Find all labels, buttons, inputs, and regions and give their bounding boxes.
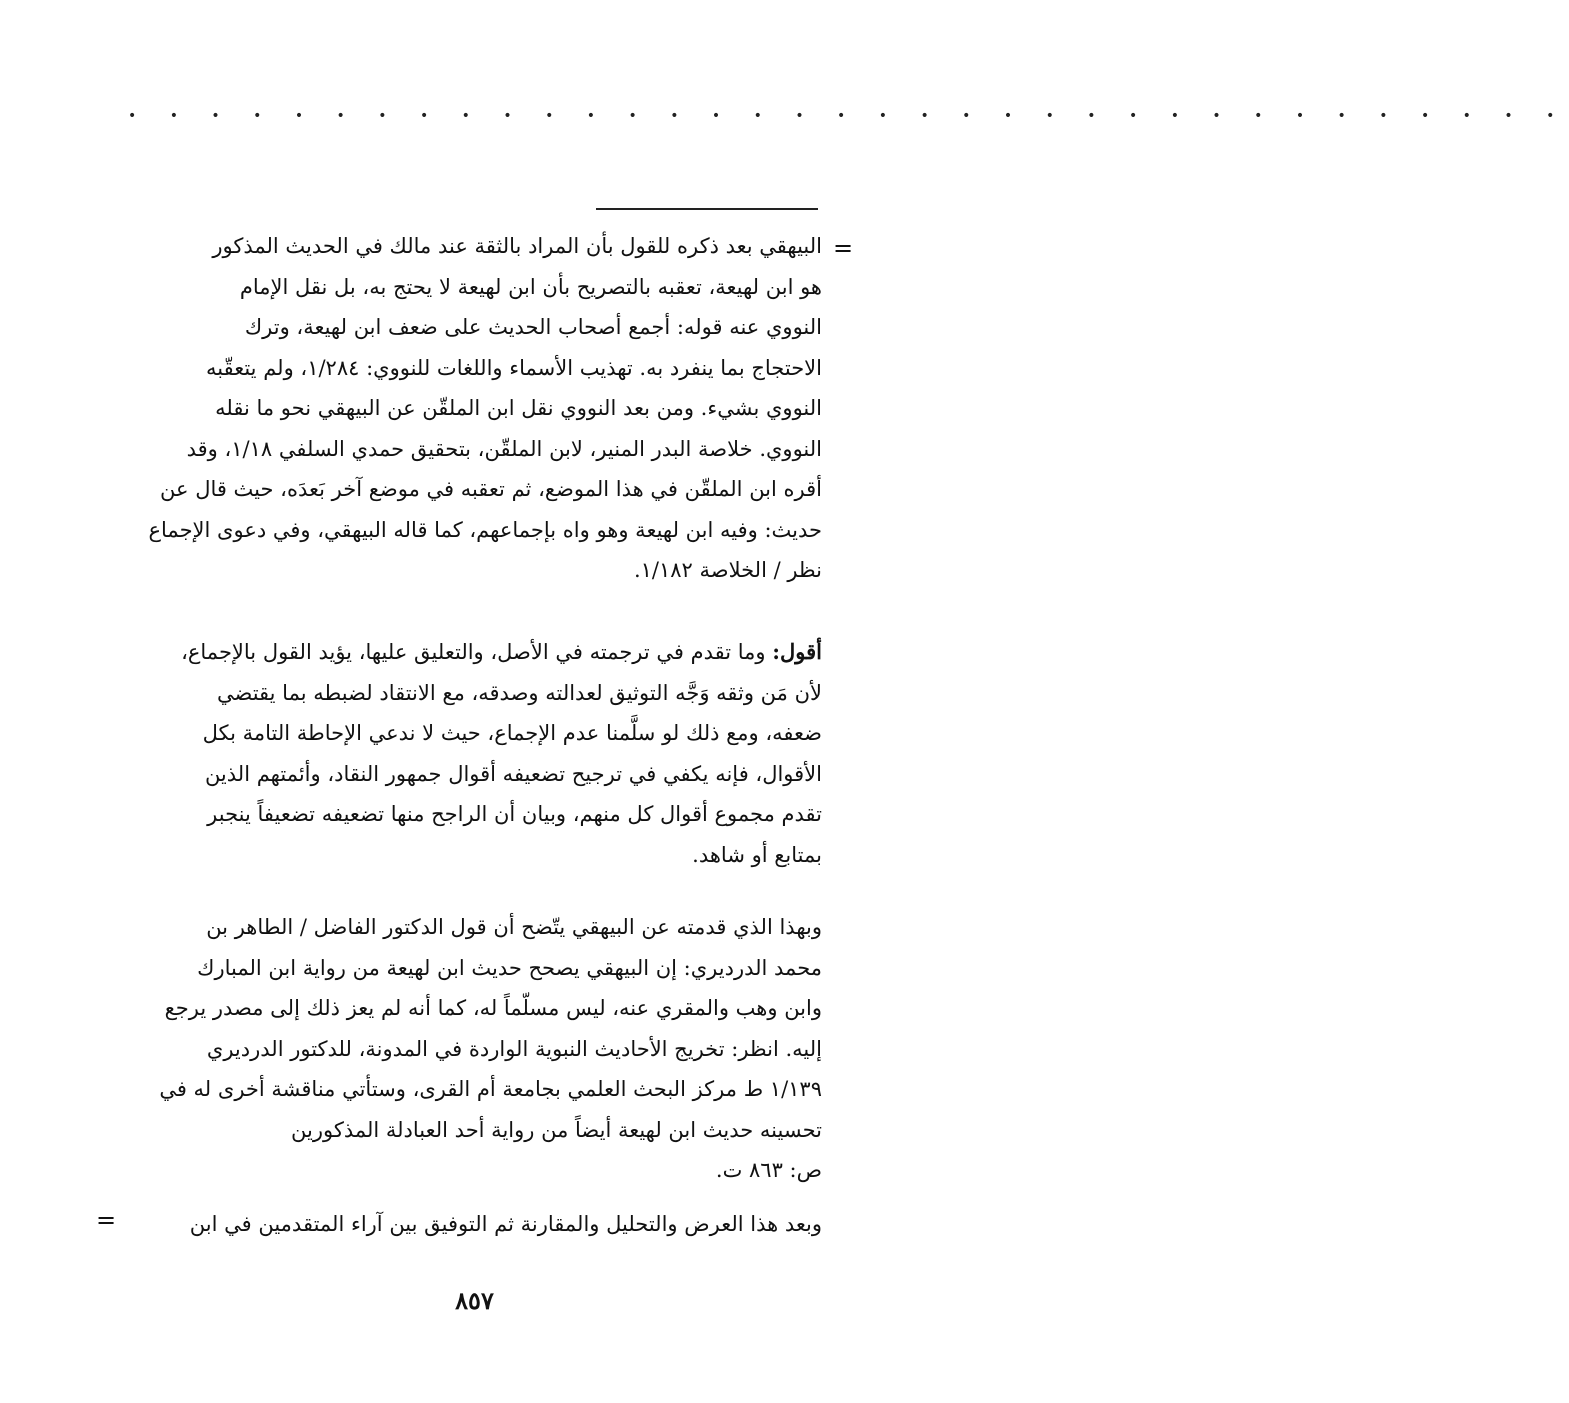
text-line: إليه. انظر: تخريج الأحاديث النبوية الواردة في المدونة، للدكتور الدرديري	[206, 1036, 822, 1061]
lead-word: أقول:	[772, 639, 822, 664]
paragraph-2	[122, 632, 822, 875]
text-line: النووي عنه قوله: أجمع أصحاب الحديث على ضعف ابن لهيعة، وترك	[244, 315, 822, 339]
text-line	[122, 632, 822, 673]
text-line: محمد الدرديري: إن البيهقي يصحح حديث ابن لهيعة من رواية ابن المبارك	[197, 955, 822, 980]
text-line: النووي بشيء. ومن بعد النووي نقل ابن الملقّن عن البيهقي نحو ما نقله	[215, 396, 822, 420]
text-line: تحسينه حديث ابن لهيعة أيضاً من رواية أحد العبادلة المذكورين	[291, 1117, 822, 1142]
continuation-marker-bottom: =	[96, 1206, 117, 1234]
page-number: ٨٥٧	[455, 1286, 494, 1315]
text-line: وبعد هذا العرض والتحليل والمقارنة ثم التوفيق بين آراء المتقدمين في ابن	[189, 1212, 822, 1236]
paragraph-1	[122, 226, 822, 591]
footnote-rule	[596, 208, 818, 210]
text-line: تقدم مجموع أقوال كل منهم، وبيان أن الراجح منها تضعيفه تضعيفاً ينجبر	[207, 802, 822, 826]
text-line: الاحتجاج بما ينفرد به. تهذيب الأسماء واللغات للنووي: ١/٢٨٤، ولم يتعقّبه	[206, 355, 822, 380]
text-line: وبهذا الذي قدمته عن البيهقي يتّضح أن قول الدكتور الفاضل / الطاهر بن	[206, 915, 822, 939]
text-line: لأن مَن وثقه وَجَّه التوثيق لعدالته وصدقه، مع الانتقاد لضبطه بما يقتضي	[216, 680, 822, 705]
text-line: ضعفه، ومع ذلك لو سلَّمنا عدم الإجماع، حيث لا ندعي الإحاطة التامة بكل	[202, 721, 822, 745]
separator-dots: • • • • • • • • • • • • • • • • • • • • • • • • • • • • • • • • • • •	[128, 108, 1569, 124]
text-line: ١/١٣٩ ط مركز البحث العلمي بجامعة أم القرى، وستأتي مناقشة أخرى له في	[159, 1077, 822, 1101]
text-line: بمتابع أو شاهد.	[692, 842, 822, 867]
paragraph-3	[122, 907, 822, 1191]
text-line: أقره ابن الملقّن في هذا الموضع، ثم تعقبه في موضع آخر بَعدَه، حيث قال عن	[160, 477, 822, 501]
text-line: الأقوال، فإنه يكفي في ترجيح تضعيفه أقوال جمهور النقاد، وأئمتهم الذين	[204, 761, 822, 786]
text-line: حديث: وفيه ابن لهيعة وهو واه بإجماعهم، كما قاله البيهقي، وفي دعوى الإجماع	[148, 517, 822, 542]
text-line: ص: ٨٦٣ ت.	[715, 1158, 822, 1182]
continuation-marker-top: =	[833, 234, 854, 262]
text-line: نظر / الخلاصة ١/١٨٢.	[633, 558, 822, 582]
text-line: هو ابن لهيعة، تعقبه بالتصريح بأن ابن لهيعة لا يحتج به، بل نقل الإمام	[239, 274, 822, 299]
paragraph-4	[122, 1204, 822, 1245]
text-segment: وما تقدم في ترجمته في الأصل، والتعليق عليها، يؤيد القول بالإجماع،	[181, 640, 773, 664]
text-line: النووي. خلاصة البدر المنير، لابن الملقّن، بتحقيق حمدي السلفي ١/١٨، وقد	[186, 436, 822, 461]
text-line: البيهقي بعد ذكره للقول بأن المراد بالثقة عند مالك في الحديث المذكور	[212, 234, 822, 258]
text-line: وابن وهب والمقري عنه، ليس مسلّماً له، كما أنه لم يعز ذلك إلى مصدر يرجع	[164, 996, 822, 1020]
